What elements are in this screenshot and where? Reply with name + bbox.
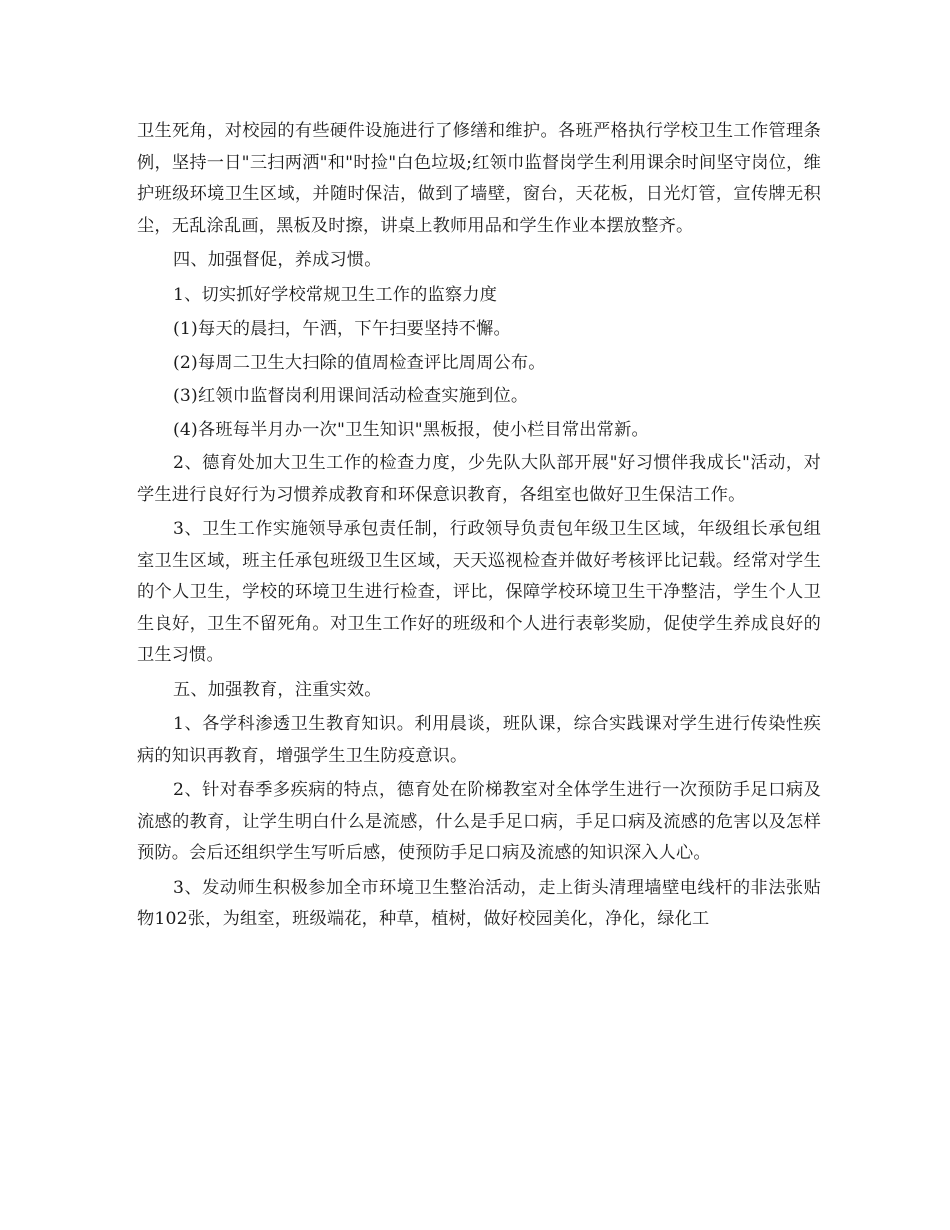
paragraph-disease-prevention: 2、针对春季多疾病的特点，德育处在阶梯教室对全体学生进行一次预防手足口病及流感的教育，让学生明白什么是流感，什么是手足口病，手足口病及流感的危害以及怎样预防。会后还组织学生写听后感，使预防手足口病及流感的知识深入人心。 — [137, 780, 821, 863]
list-item-weekly-inspection: (2)每周二卫生大扫除的值周检查评比周周公布。 — [173, 352, 546, 373]
list-item-daily-cleaning: (1)每天的晨扫，午洒，下午扫要坚持不懈。 — [173, 319, 511, 339]
section-heading-five: 五、加强教育，注重实效。 — [173, 679, 382, 700]
paragraph-city-cleanup: 3、发动师生积极参加全市环境卫生整治活动，走上街头清理墙壁电线杆的非法张贴物102张，为组室，班级端花，种草，植树，做好校园美化，净化，绿化工 — [137, 877, 821, 929]
paragraph-responsibility-system: 3、卫生工作实施领导承包责任制，行政领导负责包年级卫生区域，年级组长承包组室卫生区域，班主任承包班级卫生区域，天天巡视检查并做好考核评比记载。经常对学生的个人卫生，学校的环境卫生进行检查，评比，保障学校环境卫生干净整洁，学生个人卫生良好，卫生不留死角。对卫生工作好的班级和个人进行表彰奖励，促使学生养成良好的卫生习惯。 — [137, 519, 821, 665]
section-heading-four: 四、加强督促，养成习惯。 — [173, 250, 382, 270]
document-body — [137, 116, 821, 939]
paragraph-subject-education: 1、各学科渗透卫生教育知识。利用晨谈，班队课，综合实践课对学生进行传染性疾病的知识再教育，增强学生卫生防疫意识。 — [137, 714, 821, 766]
list-item-blackboard: (4)各班每半月办一次"卫生知识"黑板报，使小栏目常出常新。 — [173, 419, 649, 440]
list-item-red-scarf-post: (3)红领巾监督岗利用课间活动检查实施到位。 — [173, 386, 529, 406]
paragraph-moral-education: 2、德育处加大卫生工作的检查力度，少先队大队部开展"好习惯伴我成长"活动，对学生进行良好行为习惯养成教育和环保意识教育，各组室也做好卫生保洁工作。 — [137, 453, 821, 505]
subheading-supervision: 1、切实抓好学校常规卫生工作的监察力度 — [173, 284, 498, 305]
paragraph-hygiene-maintenance: 卫生死角，对校园的有些硬件设施进行了修缮和维护。各班严格执行学校卫生工作管理条例，坚持一日"三扫两洒"和"时捡"白色垃圾;红领巾监督岗学生利用课余时间坚守岗位，维护班级环境卫生区域，并随时保洁，做到了墙壁，窗台，天花板，日光灯管，宣传牌无积尘，无乱涂乱画，黑板及时擦，讲桌上教师用品和学生作业本摆放整齐。 — [137, 121, 821, 236]
